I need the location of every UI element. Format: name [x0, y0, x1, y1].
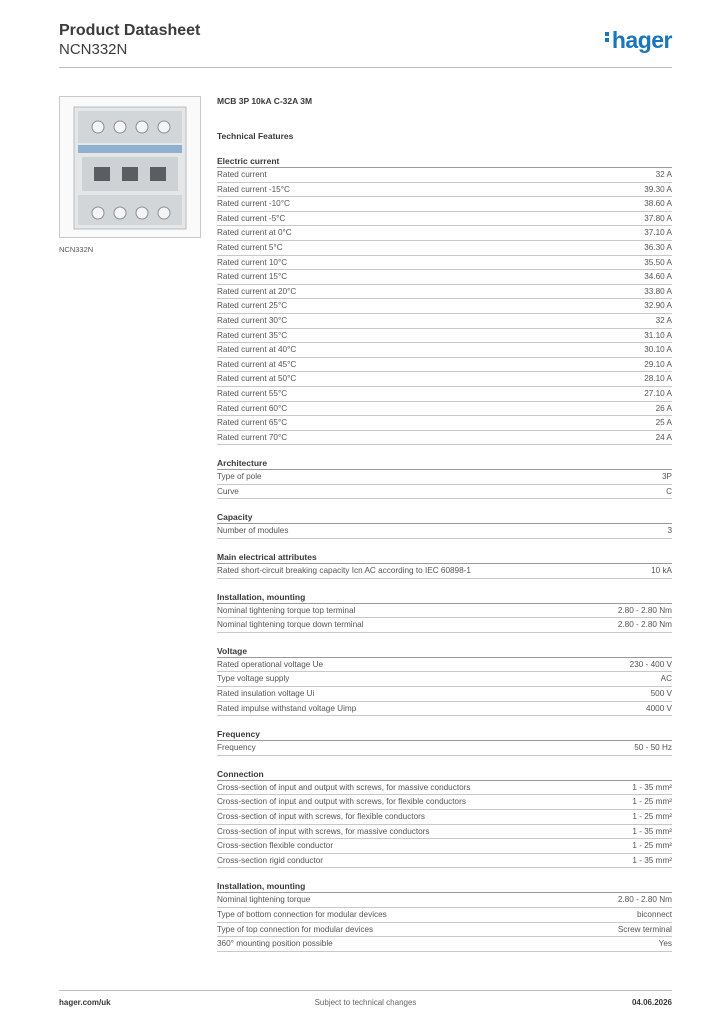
spec-label: Rated impulse withstand voltage Uimp	[217, 703, 357, 713]
spec-row	[217, 893, 672, 908]
spec-value: 27.10 A	[644, 388, 672, 398]
spec-label: Cross-section of input and output with screws, for flexible conductors	[217, 797, 466, 807]
spec-row	[217, 795, 672, 810]
spec-label: Cross-section flexible conductor	[217, 841, 334, 851]
spec-label: Number of modules	[217, 526, 289, 536]
spec-value: 3	[667, 526, 672, 536]
spec-label: Nominal tightening torque top terminal	[217, 605, 356, 615]
spec-section	[217, 881, 672, 951]
spec-row	[217, 358, 672, 373]
spec-label: Rated current 5°C	[217, 242, 283, 252]
product-name: MCB 3P 10kA C-32A 3M	[217, 96, 313, 106]
section-heading: Frequency	[217, 729, 672, 741]
spec-label: Rated current 10°C	[217, 257, 288, 267]
spec-row	[217, 839, 672, 854]
footer-divider	[59, 990, 672, 991]
spec-row	[217, 343, 672, 358]
spec-label: Rated current at 0°C	[217, 228, 292, 238]
footer-notice: Subject to technical changes	[314, 998, 417, 1007]
spec-label: Rated current 30°C	[217, 315, 288, 325]
spec-value: 24 A	[655, 432, 672, 442]
photo-caption: NCN332N	[59, 245, 94, 254]
spec-value: 31.10 A	[644, 330, 672, 340]
footer-website[interactable]: hager.com/uk	[59, 998, 111, 1007]
spec-row	[217, 183, 672, 198]
section-heading: Installation, mounting	[217, 881, 672, 893]
spec-value: Yes	[658, 939, 672, 949]
spec-section	[217, 769, 672, 869]
spec-row	[217, 604, 672, 619]
spec-value: 37.10 A	[644, 228, 672, 238]
spec-row	[217, 923, 672, 938]
spec-row	[217, 702, 672, 717]
spec-label: Frequency	[217, 743, 256, 753]
spec-value: 1 - 35 mm²	[632, 782, 672, 792]
spec-row	[217, 270, 672, 285]
spec-label: Type voltage supply	[217, 674, 290, 684]
section-heading: Voltage	[217, 646, 672, 658]
spec-value: biconnect	[636, 909, 672, 919]
spec-row	[217, 402, 672, 417]
page-footer	[59, 998, 672, 1010]
spec-label: Cross-section rigid conductor	[217, 855, 324, 865]
spec-content	[217, 96, 672, 952]
spec-label: Rated current	[217, 170, 267, 179]
spec-row	[217, 658, 672, 673]
spec-value: 2.80 - 2.80 Nm	[617, 895, 672, 905]
brand-logo	[605, 27, 672, 54]
spec-value: 50 - 50 Hz	[634, 743, 672, 753]
spec-value: 32 A	[655, 170, 672, 179]
spec-label: Rated current at 40°C	[217, 345, 297, 355]
spec-value: 34.60 A	[644, 272, 672, 282]
spec-value: 32.90 A	[644, 301, 672, 311]
spec-value: 4000 V	[646, 703, 672, 713]
spec-value: 1 - 35 mm²	[632, 826, 672, 836]
section-heading: Electric current	[217, 156, 672, 168]
spec-value: 2.80 - 2.80 Nm	[617, 620, 672, 630]
spec-label: Cross-section of input with screws, for massive conductors	[217, 826, 430, 836]
spec-row	[217, 781, 672, 796]
page-subtitle: NCN332N	[59, 41, 128, 58]
spec-value: 38.60 A	[644, 199, 672, 209]
spec-label: Rated current 65°C	[217, 418, 288, 428]
spec-section	[217, 729, 672, 756]
spec-value: AC	[660, 674, 672, 684]
spec-row	[217, 197, 672, 212]
spec-row	[217, 672, 672, 687]
spec-row	[217, 241, 672, 256]
spec-value: 36.30 A	[644, 242, 672, 252]
spec-label: Rated current -15°C	[217, 184, 290, 194]
spec-value: Screw terminal	[617, 924, 672, 934]
spec-value: 28.10 A	[644, 374, 672, 384]
section-heading: Architecture	[217, 458, 672, 470]
spec-section	[217, 512, 672, 539]
spec-row	[217, 741, 672, 756]
spec-label: Rated current 60°C	[217, 403, 288, 413]
header-divider	[59, 67, 672, 68]
spec-label: Nominal tightening torque	[217, 895, 311, 905]
spec-row	[217, 285, 672, 300]
spec-row	[217, 314, 672, 329]
technical-features-heading: Technical Features	[217, 131, 294, 141]
spec-row	[217, 299, 672, 314]
spec-section	[217, 592, 672, 633]
spec-row	[217, 329, 672, 344]
spec-row	[217, 431, 672, 446]
section-heading: Connection	[217, 769, 672, 781]
spec-value: 37.80 A	[644, 213, 672, 223]
spec-value: 3P	[661, 472, 672, 482]
spec-sections	[217, 156, 672, 952]
spec-value: 2.80 - 2.80 Nm	[617, 605, 672, 615]
spec-row	[217, 618, 672, 633]
spec-label: Rated current -5°C	[217, 213, 286, 223]
spec-value: 33.80 A	[644, 286, 672, 296]
page-title: Product Datasheet	[59, 22, 201, 39]
spec-section	[217, 552, 672, 579]
brand-logo-text: hager	[611, 27, 672, 53]
spec-value: 30.10 A	[644, 345, 672, 355]
spec-label: Rated insulation voltage Ui	[217, 689, 315, 699]
circuit-breaker-icon	[60, 97, 200, 237]
spec-label: 360° mounting position possible	[217, 939, 333, 949]
spec-section	[217, 646, 672, 716]
product-photo	[59, 96, 201, 238]
spec-value: 1 - 25 mm²	[632, 841, 672, 851]
spec-row	[217, 226, 672, 241]
spec-label: Type of bottom connection for modular devices	[217, 909, 387, 919]
spec-label: Rated current at 20°C	[217, 286, 297, 296]
spec-label: Type of top connection for modular devices	[217, 924, 374, 934]
spec-row	[217, 416, 672, 431]
spec-row	[217, 564, 672, 579]
spec-row	[217, 212, 672, 227]
section-heading: Capacity	[217, 512, 672, 524]
spec-label: Rated current at 50°C	[217, 374, 297, 384]
spec-section	[217, 156, 672, 445]
spec-value: 39.30 A	[644, 184, 672, 194]
spec-value: 26 A	[655, 403, 672, 413]
spec-value: 1 - 35 mm²	[632, 855, 672, 865]
spec-row	[217, 825, 672, 840]
spec-label: Nominal tightening torque down terminal	[217, 620, 364, 630]
section-heading: Main electrical attributes	[217, 552, 672, 564]
spec-row	[217, 687, 672, 702]
spec-label: Rated current -10°C	[217, 199, 290, 209]
spec-label: Curve	[217, 486, 239, 496]
section-heading: Installation, mounting	[217, 592, 672, 604]
spec-row	[217, 908, 672, 923]
spec-label: Rated current 25°C	[217, 301, 288, 311]
footer-date: 04.06.2026	[631, 998, 672, 1007]
spec-label: Rated current 35°C	[217, 330, 288, 340]
spec-label: Rated current at 45°C	[217, 359, 297, 369]
spec-section	[217, 458, 672, 499]
spec-value: 230 - 400 V	[629, 659, 672, 669]
logo-dots-icon	[605, 30, 610, 44]
spec-row	[217, 524, 672, 539]
spec-value: 10 kA	[651, 566, 672, 576]
spec-value: 25 A	[655, 418, 672, 428]
page-header	[59, 21, 672, 69]
spec-row	[217, 470, 672, 485]
spec-row	[217, 256, 672, 271]
spec-value: 29.10 A	[644, 359, 672, 369]
spec-value: C	[666, 486, 672, 496]
spec-row	[217, 168, 672, 183]
spec-label: Cross-section of input with screws, for flexible conductors	[217, 812, 425, 821]
spec-value: 1 - 25 mm²	[632, 812, 672, 821]
spec-value: 1 - 25 mm²	[632, 797, 672, 807]
spec-value: 35.50 A	[644, 257, 672, 267]
spec-row	[217, 937, 672, 952]
spec-label: Rated current 55°C	[217, 388, 288, 398]
spec-row	[217, 485, 672, 500]
spec-row	[217, 854, 672, 869]
spec-row	[217, 387, 672, 402]
spec-row	[217, 372, 672, 387]
spec-label: Rated short-circuit breaking capacity Icn AC according to IEC 60898-1	[217, 566, 471, 576]
spec-label: Rated operational voltage Ue	[217, 659, 324, 669]
spec-row	[217, 810, 672, 825]
spec-label: Rated current 15°C	[217, 272, 288, 282]
spec-value: 500 V	[650, 689, 672, 699]
spec-label: Rated current 70°C	[217, 432, 288, 442]
spec-label: Type of pole	[217, 472, 262, 482]
spec-value: 32 A	[655, 315, 672, 325]
spec-label: Cross-section of input and output with screws, for massive conductors	[217, 782, 471, 792]
